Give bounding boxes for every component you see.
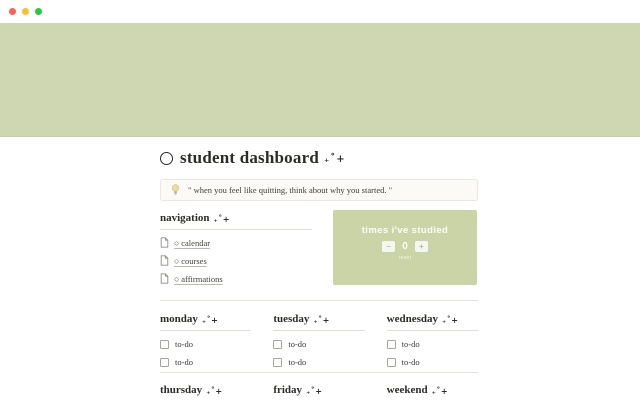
heading-decoration: ₊˚+ — [313, 314, 330, 325]
page-title-row — [160, 148, 346, 168]
todo-item — [273, 339, 364, 349]
day-heading — [387, 384, 478, 396]
navigation-heading-label: navigation — [160, 212, 210, 224]
todo-item — [387, 357, 478, 367]
todo-checkbox[interactable] — [273, 340, 282, 349]
window-titlebar — [0, 0, 640, 23]
nav-link-label: ○ calendar — [174, 237, 211, 248]
day-column-weekend — [387, 384, 478, 396]
page-title[interactable]: student dashboard — [180, 148, 319, 167]
heading-decoration: ₊˚+ — [306, 385, 323, 396]
day-column-tuesday — [273, 313, 364, 367]
todo-checkbox[interactable] — [160, 340, 169, 349]
day-heading — [273, 384, 364, 396]
day-heading — [160, 313, 251, 325]
day-divider — [387, 330, 478, 331]
day-name: friday — [273, 384, 303, 396]
nav-link-label: ○ courses — [174, 255, 207, 266]
lightbulb-icon — [171, 184, 180, 196]
day-heading — [273, 313, 364, 325]
day-heading — [160, 384, 251, 396]
todo-label[interactable]: to-do — [288, 339, 307, 349]
circle-outline-icon[interactable] — [160, 152, 173, 165]
heading-decoration: ₊˚+ — [201, 314, 219, 325]
section-divider — [160, 300, 478, 301]
todo-item — [160, 339, 251, 349]
heading-decoration: ₊˚+ — [431, 385, 449, 396]
zoom-window-button[interactable] — [35, 8, 42, 15]
days-row-1 — [160, 313, 478, 367]
todo-label[interactable]: to-do — [175, 339, 193, 349]
title-decoration: ₊˚+ — [323, 153, 346, 165]
nav-link-label: ○ affirmations — [174, 273, 223, 284]
day-name: thursday — [160, 384, 203, 396]
day-column-wednesday — [387, 313, 478, 367]
page-icon — [160, 237, 169, 248]
quote-callout[interactable] — [160, 179, 478, 201]
section-divider — [160, 372, 478, 373]
day-column-monday — [160, 313, 251, 367]
page-icon — [160, 273, 169, 284]
day-name: weekend — [386, 384, 428, 396]
todo-checkbox[interactable] — [387, 340, 396, 349]
nav-link-calendar[interactable] — [160, 237, 312, 248]
page-cover[interactable] — [0, 23, 640, 137]
day-heading — [387, 313, 478, 325]
todo-checkbox[interactable] — [273, 358, 282, 367]
day-divider — [273, 330, 364, 331]
decrement-button[interactable]: − — [382, 241, 395, 252]
todo-item — [273, 357, 364, 367]
quote-text: " when you feel like quitting, think about why you started. " — [188, 185, 393, 195]
study-counter-widget — [333, 210, 477, 285]
navigation-divider — [160, 229, 312, 230]
heading-decoration: ₊˚+ — [213, 213, 230, 224]
day-divider — [160, 330, 251, 331]
navigation-section — [160, 212, 312, 284]
day-column-thursday — [160, 384, 251, 396]
todo-label[interactable]: to-do — [175, 357, 193, 367]
increment-button[interactable]: + — [415, 241, 428, 252]
todo-label[interactable]: to-do — [401, 357, 420, 367]
todo-label[interactable]: to-do — [288, 357, 307, 367]
day-name: tuesday — [273, 313, 310, 325]
todo-label[interactable]: to-do — [401, 339, 420, 349]
days-row-2 — [160, 384, 478, 396]
minimize-window-button[interactable] — [22, 8, 29, 15]
counter-title: times i've studied — [361, 225, 449, 236]
day-column-friday — [273, 384, 364, 396]
heading-decoration: ₊˚+ — [206, 385, 223, 396]
counter-controls — [333, 241, 477, 252]
close-window-button[interactable] — [9, 8, 16, 15]
counter-value: 0 — [402, 241, 408, 252]
nav-link-courses[interactable] — [160, 255, 312, 266]
todo-item — [387, 339, 478, 349]
counter-reset-link[interactable]: reset — [398, 255, 412, 261]
todo-checkbox[interactable] — [160, 358, 169, 367]
page-icon — [160, 255, 169, 266]
heading-decoration: ₊˚+ — [442, 314, 459, 325]
day-name: monday — [160, 313, 198, 325]
todo-item — [160, 357, 251, 367]
day-name: wednesday — [386, 313, 438, 325]
todo-checkbox[interactable] — [387, 358, 396, 367]
navigation-heading — [160, 212, 312, 224]
nav-link-affirmations[interactable] — [160, 273, 312, 284]
